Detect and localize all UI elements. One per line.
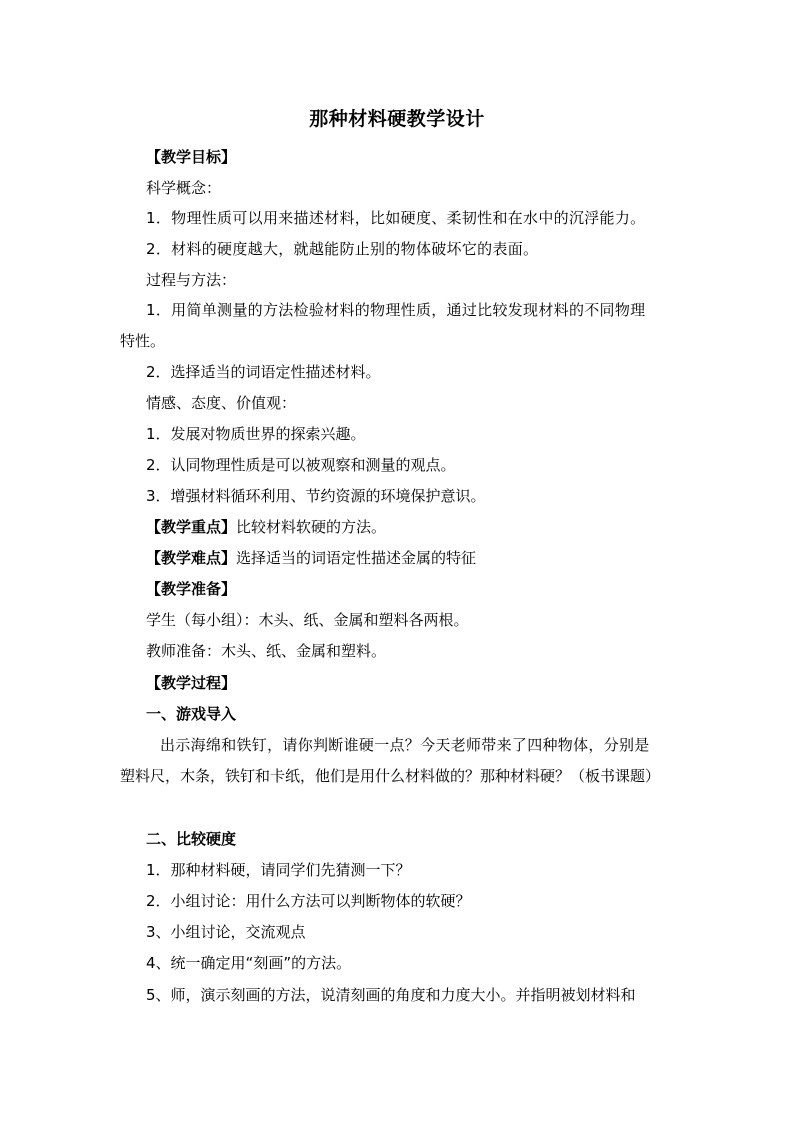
document-title: 那种材料硬教学设计 [309,108,485,130]
method-item-1: 1．用简单测量的方法检验材料的物理性质，通过比较发现材料的不同物理 [146,301,646,319]
difficulty-text: 选择适当的词语定性描述金属的特征 [236,549,477,567]
process-heading: 【教学过程】 [146,674,237,692]
prep-heading: 【教学准备】 [146,580,237,598]
emotion-item-2: 2．认同物理性质是可以被观察和测量的观点。 [146,456,456,474]
part1-paragraph-line1: 出示海绵和铁钉，请你判断谁硬一点？今天老师带来了四种物体，分别是 [160,736,650,754]
part1-heading: 一、游戏导入 [146,705,237,723]
emotion-item-3: 3．增强材料循环利用、节约资源的环境保护意识。 [146,487,486,505]
process-method-label: 过程与方法： [146,271,237,289]
part1-paragraph-line2: 塑料尺，木条，铁钉和卡纸，他们是用什么材料做的？那种材料硬？（板书课题） [120,767,661,785]
part2-item-4: 4、统一确定用“刻画”的方法。 [146,954,352,972]
part2-heading: 二、比较硬度 [146,830,237,848]
part2-item-3: 3、小组讨论，交流观点 [146,923,306,941]
concept-item-2: 2．材料的硬度越大，就越能防止别的物体破坏它的表面。 [146,240,539,258]
key-point-text: 比较材料软硬的方法。 [236,518,387,536]
method-item-2: 2．选择适当的词语定性描述材料。 [146,363,381,381]
part2-item-1: 1．那种材料硬，请同学们先猜测一下？ [146,861,411,879]
science-concept-label: 科学概念： [146,179,222,197]
difficulty-heading: 【教学难点】 [146,549,237,567]
emotion-label: 情感、态度、价值观： [146,394,297,412]
part2-item-5: 5、师，演示刻画的方法，说清刻画的角度和力度大小。并指明被划材料和 [146,986,636,1004]
difficulty-row [146,548,476,568]
concept-item-1: 1．物理性质可以用来描述材料，比如硬度、柔韧性和在水中的沉浮能力。 [146,209,646,227]
method-item-1-continued: 特性。 [120,332,166,350]
prep-student: 学生（每小组）：木头、纸、金属和塑料各两根。 [146,611,469,629]
key-point-row [146,517,386,537]
emotion-item-1: 1．发展对物质世界的探索兴趣。 [146,425,366,443]
goals-heading: 【教学目标】 [146,148,237,166]
part2-item-2: 2．小组讨论：用什么方法可以判断物体的软硬？ [146,892,471,910]
key-point-heading: 【教学重点】 [146,518,237,536]
prep-teacher: 教师准备：木头、纸、金属和塑料。 [146,642,387,660]
